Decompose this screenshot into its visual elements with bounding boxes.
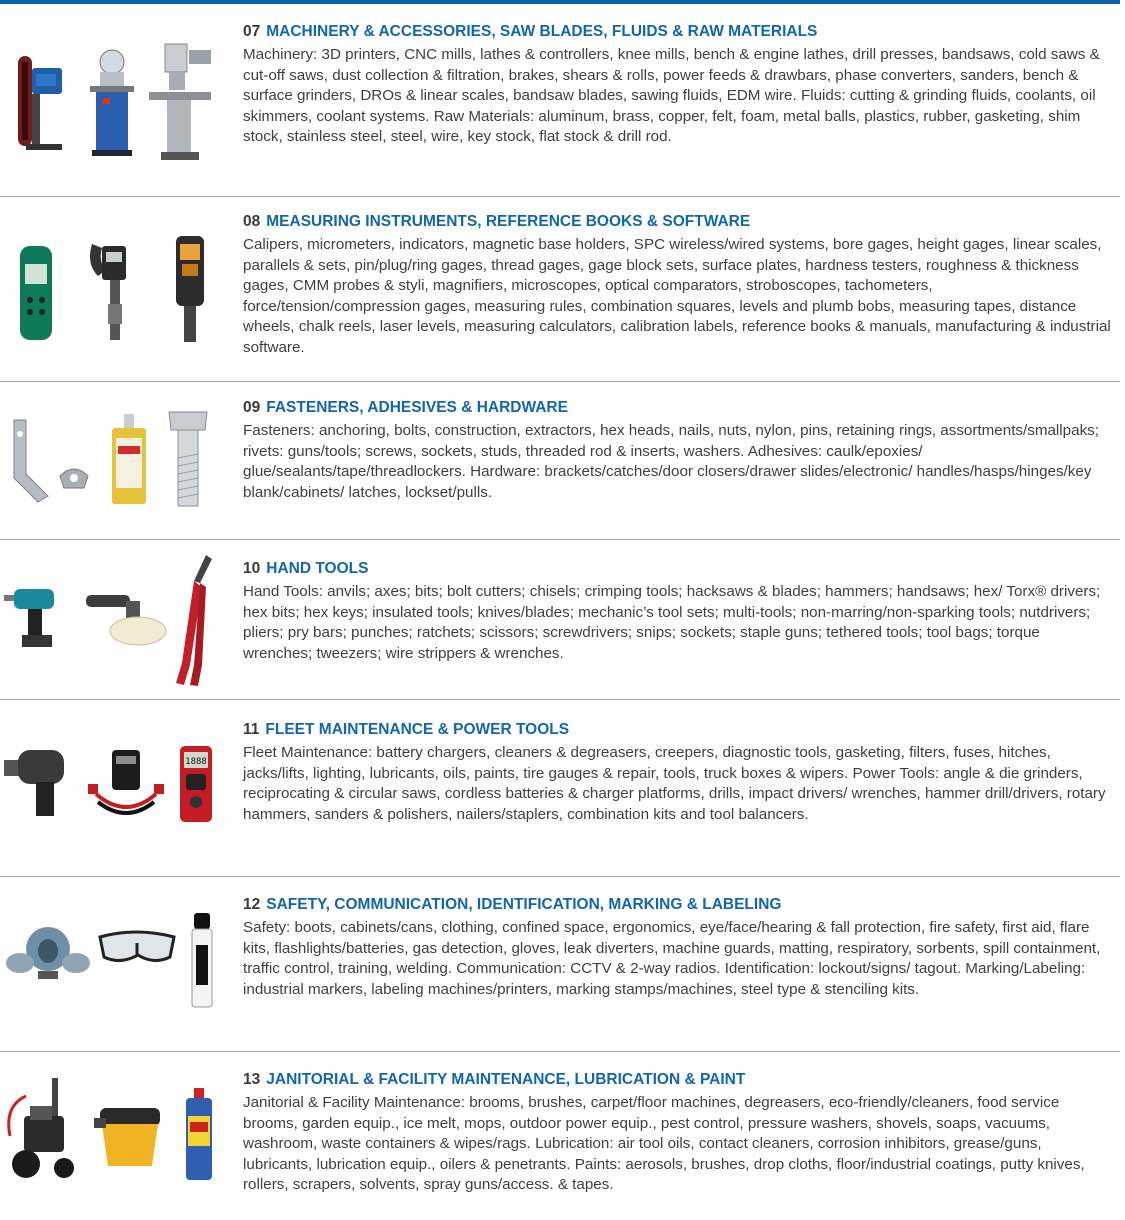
section-heading (243, 895, 1113, 915)
rotary-hammer-image (2, 585, 72, 649)
bolt-cutter-image (172, 553, 222, 693)
section-text (243, 559, 1113, 664)
hasp-bracket-image (8, 414, 96, 504)
battery-charger-image (86, 744, 166, 824)
section-description: Calipers, micrometers, indicators, magnetic base holders, SPC wireless/wired systems, bore gages, height gages, linear scales, parallels & sets, pin/plug/ring gages, thread gages, gage block sets, surface plates, hardness testers, roughness & thickness gages, CMM probes & styli, magnifiers, microscopes, optical comparators, stroboscopes, tachometers, force/tension/compression gages, measuring rules, combination squares, levels and plumb bobs, measuring tapes, distance wheels, chalk reels, laser levels, measuring calculators, calibration labels, reference books & manuals, manufacturing & industrial software. (243, 236, 1111, 356)
catalog-section-13 (0, 1070, 1120, 1220)
top-accent-bar (0, 0, 1120, 4)
multimeter-probe-image (170, 234, 210, 346)
section-text (243, 720, 1113, 825)
hex-bolt-image (165, 408, 211, 510)
catalog-section-09 (0, 398, 1120, 528)
section-images (0, 720, 230, 870)
section-description: Fleet Maintenance: battery chargers, cleaners & degreasers, creepers, diagnostic tools, gasketing, filters, fuses, hitches, jacks/lifts, lighting, lubricants, oils, paints, tire gauges & repair, tools, truck boxes & wipers. Power Tools: angle & die grinders, reciprocating & circular saws, cordless batteries & charger platforms, drills, impact drivers/ wrenches, hammer drill/drivers, rotary hammers, sanders & polishers, nailers/staplers, combination kits and tool balancers. (243, 744, 1106, 823)
section-description: Safety: boots, cabinets/cans, clothing, confined space, ergonomics, eye/face/hearing & fall protection, fire safety, first aid, flare kits, flashlights/batteries, gas detection, gloves, leak diverters, machine guards, matting, respiratory, sorbents, spill containment, traffic control, training, welding. Communication: CCTV & 2-way radios. Identification: lockout/signs/ tagout. Marking/Labeling: industrial markers, labeling machines/printers, marking stamps/machines, steel type & stenciling kits. (243, 919, 1101, 998)
section-heading (243, 22, 1113, 42)
section-divider (0, 1051, 1120, 1052)
section-description: Janitorial & Facility Maintenance: brooms, brushes, carpet/floor machines, degreasers, eco-friendly/cleaners, food service brooms, garden equip., ice melt, mops, outdoor power equip., pest control, pressure washers, shovels, soaps, vacuums, washroom, waste containers & wipes/rags. Lubrication: air tool oils, contact cleaners, corrosion inhibitors, grease/guns, lubricants, lubrication equip., oilers & penetrants. Paints: aerosols, brushes, drop cloths, floor/industrial coatings, putty knives, rollers, scrapers, solvents, spray guns/access. & tapes. (243, 1094, 1085, 1194)
section-title: HAND TOOLS (266, 560, 369, 577)
section-divider (0, 876, 1120, 877)
catalog-section-11 (0, 720, 1120, 870)
section-number: 09 (243, 399, 261, 416)
section-images (0, 398, 230, 528)
section-number: 13 (243, 1071, 261, 1088)
catalog-section-08 (0, 212, 1120, 372)
section-text (243, 398, 1113, 503)
section-images (0, 895, 230, 1045)
section-divider (0, 699, 1120, 700)
meter-display-readout: 1888 (185, 757, 207, 767)
air-polisher-image (82, 589, 170, 651)
section-title: MEASURING INSTRUMENTS, REFERENCE BOOKS & SOFTWARE (266, 213, 751, 230)
section-number: 11 (243, 721, 260, 738)
knee-mill-image (145, 42, 215, 162)
digital-tachometer-image (14, 244, 58, 344)
section-images (0, 1070, 230, 1220)
section-heading (243, 1070, 1113, 1090)
section-heading (243, 559, 1113, 579)
catalog-section-12 (0, 895, 1120, 1045)
section-text (243, 212, 1113, 359)
section-divider (0, 196, 1120, 197)
section-description: Fasteners: anchoring, bolts, construction, extractors, hex heads, nails, nuts, nylon, pins, retaining rings, assortments/smallpaks; rivets: guns/tools; screws, sockets, studs, threaded rod & inserts, washers. Adhesives: caulk/epoxies/ glue/sealants/tape/threadlockers. Hardware: brackets/catches/door closers/drawer slides/electronic/ handles/hasps/hinges/key blank/cabinets/ latches, lockset/pulls. (243, 422, 1099, 501)
section-heading (243, 398, 1113, 418)
section-title: FASTENERS, ADHESIVES & HARDWARE (266, 399, 568, 416)
section-number: 10 (243, 560, 261, 577)
digital-meter-image (178, 744, 214, 824)
section-text (243, 895, 1113, 1000)
cut-off-saw-image (82, 42, 142, 160)
section-text (243, 1070, 1113, 1196)
section-title: SAFETY, COMMUNICATION, IDENTIFICATION, MARKING & LABELING (266, 896, 782, 913)
section-title: FLEET MAINTENANCE & POWER TOOLS (265, 721, 570, 738)
section-divider (0, 539, 1120, 540)
epoxy-cartridge-image (106, 412, 152, 508)
section-images (0, 22, 230, 182)
catalog-section-07 (0, 22, 1120, 182)
half-face-respirator-image (2, 921, 94, 983)
safety-glasses-image (96, 923, 178, 973)
wet-dry-vacuum-image (92, 1098, 168, 1170)
section-heading (243, 212, 1113, 232)
permanent-marker-image (188, 911, 216, 1011)
section-images (0, 559, 230, 689)
section-number: 08 (243, 213, 261, 230)
section-description: Machinery: 3D printers, CNC mills, lathes & controllers, knee mills, bench & engine lathes, drill presses, bandsaws, cold saws & cut-off saws, dust collection & filtration, brakes, shears & rolls, power feeds & drawbars, phase converters, sanders, bench & surface grinders, DROs & linear scales, bandsaw blades, sawing fluids, EDM wire. Fluids: cutting & grinding fluids, coolants, oil skimmers, coolant systems. Raw Materials: aluminum, brass, copper, felt, foam, metal balls, plastics, rubber, gasketing, shim stock, stainless steel, steel, wire, key stock, flat stock & drill rod. (243, 46, 1100, 146)
section-images (0, 212, 230, 372)
section-title: MACHINERY & ACCESSORIES, SAW BLADES, FLUIDS & RAW MATERIALS (266, 23, 818, 40)
belt-sander-image (8, 48, 70, 158)
impact-wrench-image (2, 746, 74, 822)
section-heading (243, 720, 1113, 740)
section-description: Hand Tools: anvils; axes; bits; bolt cutters; chisels; crimping tools; hacksaws & blades; hammers; handsaws; hex/ Torx® drivers; hex bits; hex keys; insulated tools; knives/blades; mechanic’s tool sets; multi-tools; non-marring/non-sparking tools; nutdrivers; pliers; pry bars; punches; ratchets; scissors; screwdrivers; snips; sockets; staple guns; tethered tools; tool bags; torque wrenches; tweezers; wire strippers & wrenches. (243, 583, 1101, 662)
section-number: 12 (243, 896, 261, 913)
pressure-washer-image (6, 1076, 86, 1184)
section-divider (0, 381, 1120, 382)
lubricant-spray-can-image (182, 1086, 216, 1182)
catalog-section-10 (0, 559, 1120, 689)
section-text (243, 22, 1113, 148)
digital-micrometer-image (84, 234, 138, 346)
section-title: JANITORIAL & FACILITY MAINTENANCE, LUBRICATION & PAINT (266, 1071, 746, 1088)
section-number: 07 (243, 23, 261, 40)
